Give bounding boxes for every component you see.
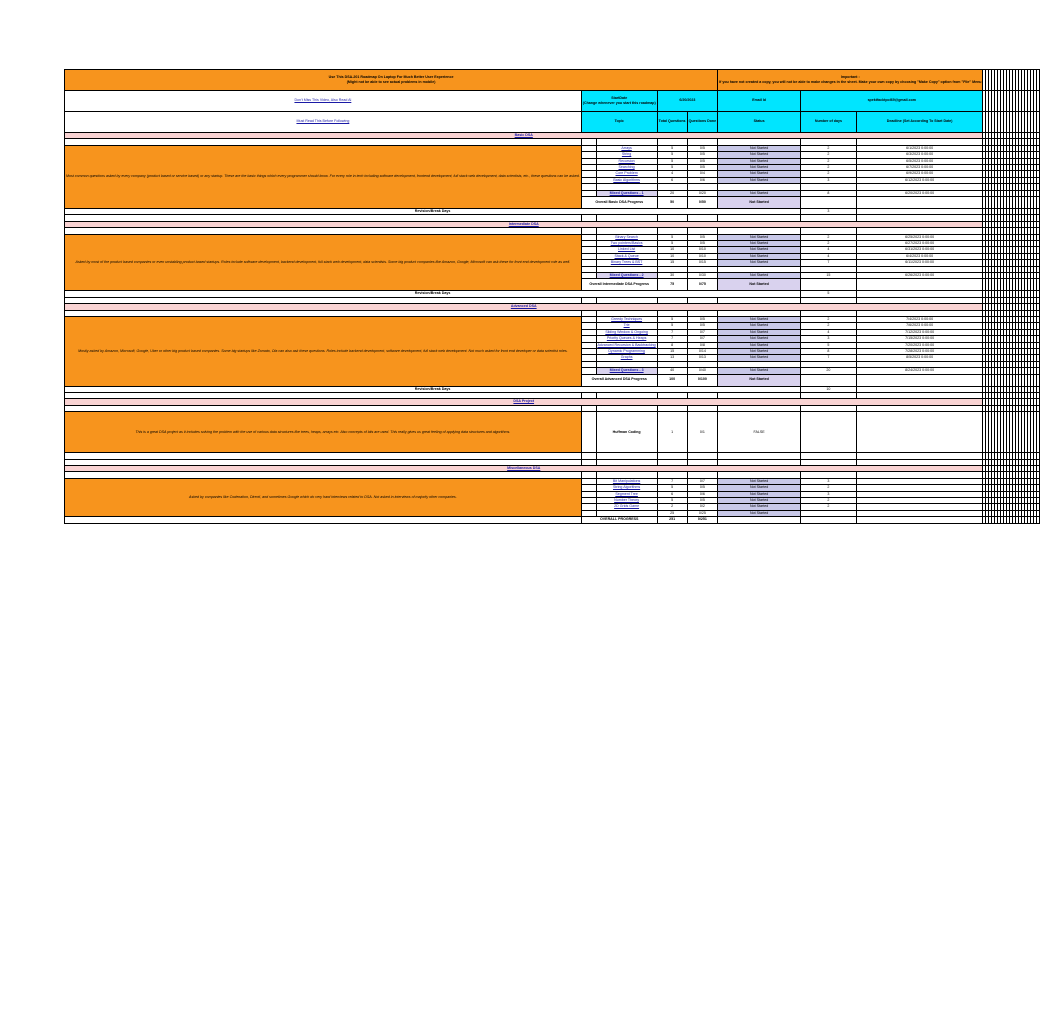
questions-done: 0/5 (687, 485, 718, 491)
days-cell: 8 (801, 349, 857, 355)
status-cell[interactable]: Not Started (718, 253, 801, 259)
empty-cell[interactable] (581, 412, 596, 453)
total-questions: 25 (657, 510, 687, 516)
days-cell: 2 (801, 158, 857, 164)
deadline-cell: 7/15/2023 0:00:00 (856, 336, 983, 342)
empty-cell[interactable] (856, 279, 983, 291)
empty-cell[interactable] (801, 197, 857, 209)
status-cell[interactable]: Not Started (718, 355, 801, 361)
important-title: Important : (840, 74, 860, 79)
topic-link[interactable]: 2D Grids Game (596, 504, 657, 510)
col-deadline: Deadline (Set According To Start Date) (856, 112, 983, 133)
topic-link[interactable]: Number Theory (596, 498, 657, 504)
questions-done: 0/15 (687, 260, 718, 266)
total-questions: 5 (657, 152, 687, 158)
total-questions: 7 (657, 336, 687, 342)
deadline-cell: 7/6/2023 0:00:00 (856, 323, 983, 329)
topic-link[interactable]: Two pointers/Basics (596, 241, 657, 247)
col-status: Status (718, 112, 801, 133)
section-progress-done: 0/75 (687, 279, 718, 291)
questions-done: 0/5 (687, 323, 718, 329)
status-cell[interactable]: Not Started (718, 323, 801, 329)
deadline-cell: 8/5/2023 0:00:00 (856, 355, 983, 361)
days-cell: 3 (801, 491, 857, 497)
start-date-label: StartDate (Change whenever you start this roadmap) (581, 91, 657, 112)
status-cell[interactable]: Not Started (718, 145, 801, 151)
days-cell: 2 (801, 145, 857, 151)
total-questions: 5 (657, 323, 687, 329)
empty-cell[interactable] (718, 517, 801, 523)
deadline-cell: 6/9/2023 0:00:00 (856, 171, 983, 177)
topic-link[interactable]: Advanced Recursion & Backtracking (597, 342, 656, 347)
spreadsheet (64, 69, 1040, 524)
status-cell[interactable]: Not Started (718, 485, 801, 491)
status-cell[interactable]: Not Started (718, 510, 801, 516)
deadline-cell: 6/5/2023 0:00:00 (856, 158, 983, 164)
total-questions: 40 (657, 368, 687, 374)
deadline-cell: 7/12/2023 0:00:00 (856, 329, 983, 335)
topic-link[interactable]: String (596, 152, 657, 158)
questions-done: 0/5 (687, 317, 718, 323)
topic-link[interactable]: Priority Queues & Heaps (596, 336, 657, 342)
questions-done: 0/5 (687, 145, 718, 151)
total-questions: 5 (657, 498, 687, 504)
total-questions: 7 (657, 478, 687, 484)
deadline-cell: 8/24/2023 0:00:00 (856, 368, 983, 374)
days-cell: 20 (801, 368, 857, 374)
topic-link[interactable]: Segment Tree (596, 491, 657, 497)
days-cell: 15 (801, 273, 857, 279)
questions-done: 0/5 (687, 241, 718, 247)
deadline-cell: 6/12/2023 0:00:00 (856, 177, 983, 183)
total-questions: 10 (657, 253, 687, 259)
days-cell: 2 (801, 234, 857, 240)
overall-total: 251 (657, 517, 687, 523)
revision-label: Revision/Break Days (65, 386, 801, 392)
deadline-cell: 6/26/2023 0:00:00 (856, 273, 983, 279)
status-cell[interactable]: Not Started (718, 349, 801, 355)
topic-link[interactable]: Greedy Techniques (596, 317, 657, 323)
section-title[interactable]: Miscellaneous DSA (65, 466, 983, 472)
empty-cell[interactable] (801, 517, 857, 523)
questions-done: 0/30 (687, 273, 718, 279)
section-title[interactable]: Advanced DSA (65, 304, 983, 310)
deadline-cell: 6/27/2023 0:00:00 (856, 241, 983, 247)
status-cell[interactable]: Not Started (718, 478, 801, 484)
table-row (65, 91, 1040, 112)
status-cell[interactable]: Not Started (718, 177, 801, 183)
empty-cell[interactable] (801, 374, 857, 386)
total-questions: 5 (657, 317, 687, 323)
days-cell: 2 (801, 171, 857, 177)
questions-done: 0/25 (687, 510, 718, 516)
status-cell[interactable]: Not Started (718, 152, 801, 158)
section-progress-done: 0/100 (687, 374, 718, 386)
total-questions: 1 (657, 412, 687, 453)
deadline-cell: 7/28/2023 0:00:00 (856, 349, 983, 355)
questions-done: 0/13 (687, 355, 718, 361)
status-cell[interactable]: Not Started (718, 158, 801, 164)
status-cell[interactable]: Not Started (718, 317, 801, 323)
days-cell: 2 (801, 323, 857, 329)
days-cell: 7 (801, 355, 857, 361)
questions-done: 0/1 (687, 412, 718, 453)
questions-done: 0/40 (687, 368, 718, 374)
total-questions: 20 (657, 190, 687, 196)
revision-label: Revision/Break Days (65, 209, 801, 215)
topic-link[interactable]: Basic Algorithms (596, 177, 657, 183)
days-cell: 2 (801, 165, 857, 171)
section-description: Asked by companies like Codenation, Directi, and sometimes Google which do very hard interviews related to DSA. Not asked in interviews of majority other companies. (65, 478, 582, 516)
section-title[interactable]: Basic DSA (65, 133, 983, 139)
topic-link[interactable]: Binary Search (596, 234, 657, 240)
section-title[interactable]: DSA Project (65, 399, 983, 405)
questions-done: 0/5 (687, 158, 718, 164)
deadline-cell: 6/1/2023 0:00:00 (856, 145, 983, 151)
topic-link[interactable]: Bit Manipulations (596, 478, 657, 484)
roadmap-table (64, 69, 1040, 524)
total-questions: 10 (657, 247, 687, 253)
empty-cell[interactable] (856, 412, 983, 453)
questions-done: 0/5 (687, 234, 718, 240)
days-cell: 3 (801, 177, 857, 183)
col-total: Total Questions (657, 112, 687, 133)
total-questions: 5 (657, 145, 687, 151)
intro-video-link[interactable]: Don't Miss This Video, Also Read Al (65, 91, 582, 112)
deadline-cell: 6/20/2023 0:00:00 (856, 190, 983, 196)
status-cell[interactable]: Not Started (718, 273, 801, 279)
deadline-cell: 6/7/2023 0:00:00 (856, 165, 983, 171)
total-questions: 6 (657, 491, 687, 497)
status-cell[interactable]: Not Started (718, 247, 801, 253)
questions-done: 0/20 (687, 190, 718, 196)
empty-cell[interactable] (856, 517, 983, 523)
deadline-cell: 6/3/2023 0:00:00 (856, 152, 983, 158)
topic-link[interactable]: Dynamic Programming (596, 349, 657, 355)
section-progress-status: Not Started (718, 374, 801, 386)
status-cell[interactable]: Not Started (718, 329, 801, 335)
questions-done: 0/7 (687, 478, 718, 484)
important-note: Important : If you have not created a copy, you will not be able to make changes in the sheet. Make your own copy by choosing "Make Copy" option from "File" Menu (718, 70, 983, 91)
questions-done: 0/4 (687, 171, 718, 177)
total-questions: 7 (657, 329, 687, 335)
table-row (65, 70, 1040, 91)
days-cell: 2 (801, 317, 857, 323)
start-date-value[interactable]: 6/20/2023 (657, 91, 717, 112)
project-status[interactable]: FALSE (718, 412, 801, 453)
total-questions: 6 (657, 177, 687, 183)
total-questions: 5 (657, 241, 687, 247)
questions-done: 0/5 (687, 165, 718, 171)
revision-label: Revision/Break Days (65, 291, 801, 297)
section-progress-done: 0/50 (687, 197, 718, 209)
total-questions: 8 (657, 342, 687, 348)
questions-done: 0/10 (687, 247, 718, 253)
section-progress-total: 50 (657, 197, 687, 209)
status-cell[interactable]: Not Started (718, 342, 801, 348)
empty-cell[interactable] (65, 517, 582, 523)
questions-done: 0/5 (687, 152, 718, 158)
section-description: This is a great DSA project as it includes solving the problem with the use of various data structures like trees, heaps, arrays etc. Also concepts of bits are used. This really gives us great feeling of applying data structures and algorithms. (65, 412, 582, 453)
deadline-cell: 6/25/2023 0:00:00 (856, 234, 983, 240)
status-cell[interactable]: Not Started (718, 190, 801, 196)
days-cell: 4 (801, 329, 857, 335)
empty-cell[interactable] (801, 412, 857, 453)
days-cell: 3 (801, 336, 857, 342)
topic-link[interactable]: Arrays (596, 145, 657, 151)
section-description: Asked by most of the product based companies or even unstabling product based startups. Roles include software development, backend development, full stack web development, data scientists. Some big product companies like Amazon, Google, Microsoft can ask these for front end development role as well. (65, 234, 582, 291)
deadline-cell: 6/4/2023 0:00:00 (856, 253, 983, 259)
mixed-questions-link[interactable]: Mixed Questions - 1 (596, 190, 657, 196)
section-title[interactable]: Intermediate DSA (65, 221, 983, 227)
total-questions: 2 (657, 504, 687, 510)
total-questions: 15 (657, 349, 687, 355)
topic-link[interactable]: Sliding Window & Ongoing (596, 329, 657, 335)
days-cell: 2 (801, 498, 857, 504)
section-progress-total: 100 (657, 374, 687, 386)
empty-cell[interactable] (856, 374, 983, 386)
total-questions: 5 (657, 165, 687, 171)
status-cell[interactable]: Not Started (718, 165, 801, 171)
topic-link[interactable]: Graphs (596, 355, 657, 361)
days-cell: 8 (801, 190, 857, 196)
days-cell: 5 (801, 342, 857, 348)
total-questions: 5 (657, 234, 687, 240)
days-cell: 7 (801, 260, 857, 266)
revision-days: 5 (801, 291, 857, 297)
read-first-link[interactable]: Must Read This Before Following (65, 112, 582, 133)
questions-done: 0/5 (687, 498, 718, 504)
col-topic: Topic (581, 112, 657, 133)
email-label: Email Id (718, 91, 801, 112)
questions-done: 0/7 (687, 336, 718, 342)
questions-done: 0/6 (687, 491, 718, 497)
days-cell: 4 (801, 247, 857, 253)
total-questions: 15 (657, 260, 687, 266)
status-cell[interactable]: Not Started (718, 491, 801, 497)
overall-done: 0/251 (687, 517, 718, 523)
col-days: Number of days (801, 112, 857, 133)
section-progress-status: Not Started (718, 279, 801, 291)
mixed-questions-link[interactable]: Mixed Questions - 3 (596, 368, 657, 374)
email-value[interactable]: spektfacktpol69@gmail.com (801, 91, 983, 112)
days-cell: 2 (801, 241, 857, 247)
questions-done: 0/6 (687, 177, 718, 183)
questions-done: 0/7 (687, 329, 718, 335)
deadline-cell: 7/20/2023 0:00:00 (856, 342, 983, 348)
days-cell: 4 (801, 253, 857, 259)
status-cell[interactable]: Not Started (718, 368, 801, 374)
total-questions: 13 (657, 355, 687, 361)
empty-cell[interactable] (856, 197, 983, 209)
status-cell[interactable]: Not Started (718, 498, 801, 504)
table-row (65, 412, 1040, 453)
empty-cell[interactable] (801, 279, 857, 291)
status-cell[interactable]: Not Started (718, 234, 801, 240)
questions-done: 0/10 (687, 253, 718, 259)
sheet-subtitle: (Might not be able to see actual problems in mobile) (346, 80, 436, 84)
status-cell[interactable]: Not Started (718, 241, 801, 247)
total-questions: 5 (657, 158, 687, 164)
topic-link[interactable]: Linked List (596, 247, 657, 253)
status-cell[interactable]: Not Started (718, 504, 801, 510)
start-date-title: StartDate (611, 95, 628, 100)
status-cell[interactable]: Not Started (718, 171, 801, 177)
table-row (65, 517, 1040, 523)
section-progress-status: Not Started (718, 197, 801, 209)
questions-done: 0/14 (687, 349, 718, 355)
table-row (65, 112, 1040, 133)
section-description: Most common questions asked by every company (product based or service based) or any startup. These are the basic things which every programmer should know. For every role in tech including software development, frontend development, full stack web development, data scientists, etc., these questions can be asked. (65, 145, 582, 208)
topic-link[interactable]: Stack & Queue (596, 253, 657, 259)
deadline-cell: 7/4/2023 0:00:00 (856, 317, 983, 323)
days-cell: 2 (801, 504, 857, 510)
days-cell: 2 (801, 485, 857, 491)
total-questions: 5 (657, 485, 687, 491)
mixed-questions-link[interactable]: Mixed Questions - 2 (596, 273, 657, 279)
total-questions: 30 (657, 273, 687, 279)
section-progress-label: Overall Basic DSA Progress (581, 197, 657, 209)
topic-link[interactable]: Recursion (596, 158, 657, 164)
topic-link[interactable]: String Algorithms (596, 485, 657, 491)
sheet-title: Use This DSA-201 Roadmap On Laptop For Much Better User Experience (Might not be able to see actual problems in mobile) (65, 70, 718, 91)
days-cell: 3 (801, 478, 857, 484)
revision-days: 3 (801, 209, 857, 215)
section-progress-label: Overall Intermediate DSA Progress (581, 279, 657, 291)
deadline-cell: 6/11/2023 0:00:00 (856, 260, 983, 266)
status-cell[interactable]: Not Started (718, 260, 801, 266)
total-questions: 4 (657, 171, 687, 177)
topic-link[interactable]: Core Problem (596, 171, 657, 177)
topic-link[interactable]: Binary Trees & BST (596, 260, 657, 266)
section-progress-label: Overall Advanced DSA Progress (581, 374, 657, 386)
topic-link[interactable]: Searching (596, 165, 657, 171)
questions-done: 0/8 (687, 342, 718, 348)
topic-link[interactable]: Trie (596, 323, 657, 329)
overall-progress-label: OVERALL PROGRESS (581, 517, 657, 523)
status-cell[interactable]: Not Started (718, 336, 801, 342)
project-topic: Huffman Coding (596, 412, 657, 453)
days-cell: 2 (801, 152, 857, 158)
section-description: Mostly asked by Amazon, Microsoft, Google, Uber or other big product based companies. Some big startups like Zomato, Ola can also ask these questions. Roles include backend development, software development, full stack web development. Not much asked for front end developer or data scientist roles. (65, 317, 582, 387)
section-progress-total: 75 (657, 279, 687, 291)
revision-days: 10 (801, 386, 857, 392)
deadline-cell: 6/31/2023 0:00:00 (856, 247, 983, 253)
col-done: Questions Done (687, 112, 718, 133)
questions-done: 0/2 (687, 504, 718, 510)
